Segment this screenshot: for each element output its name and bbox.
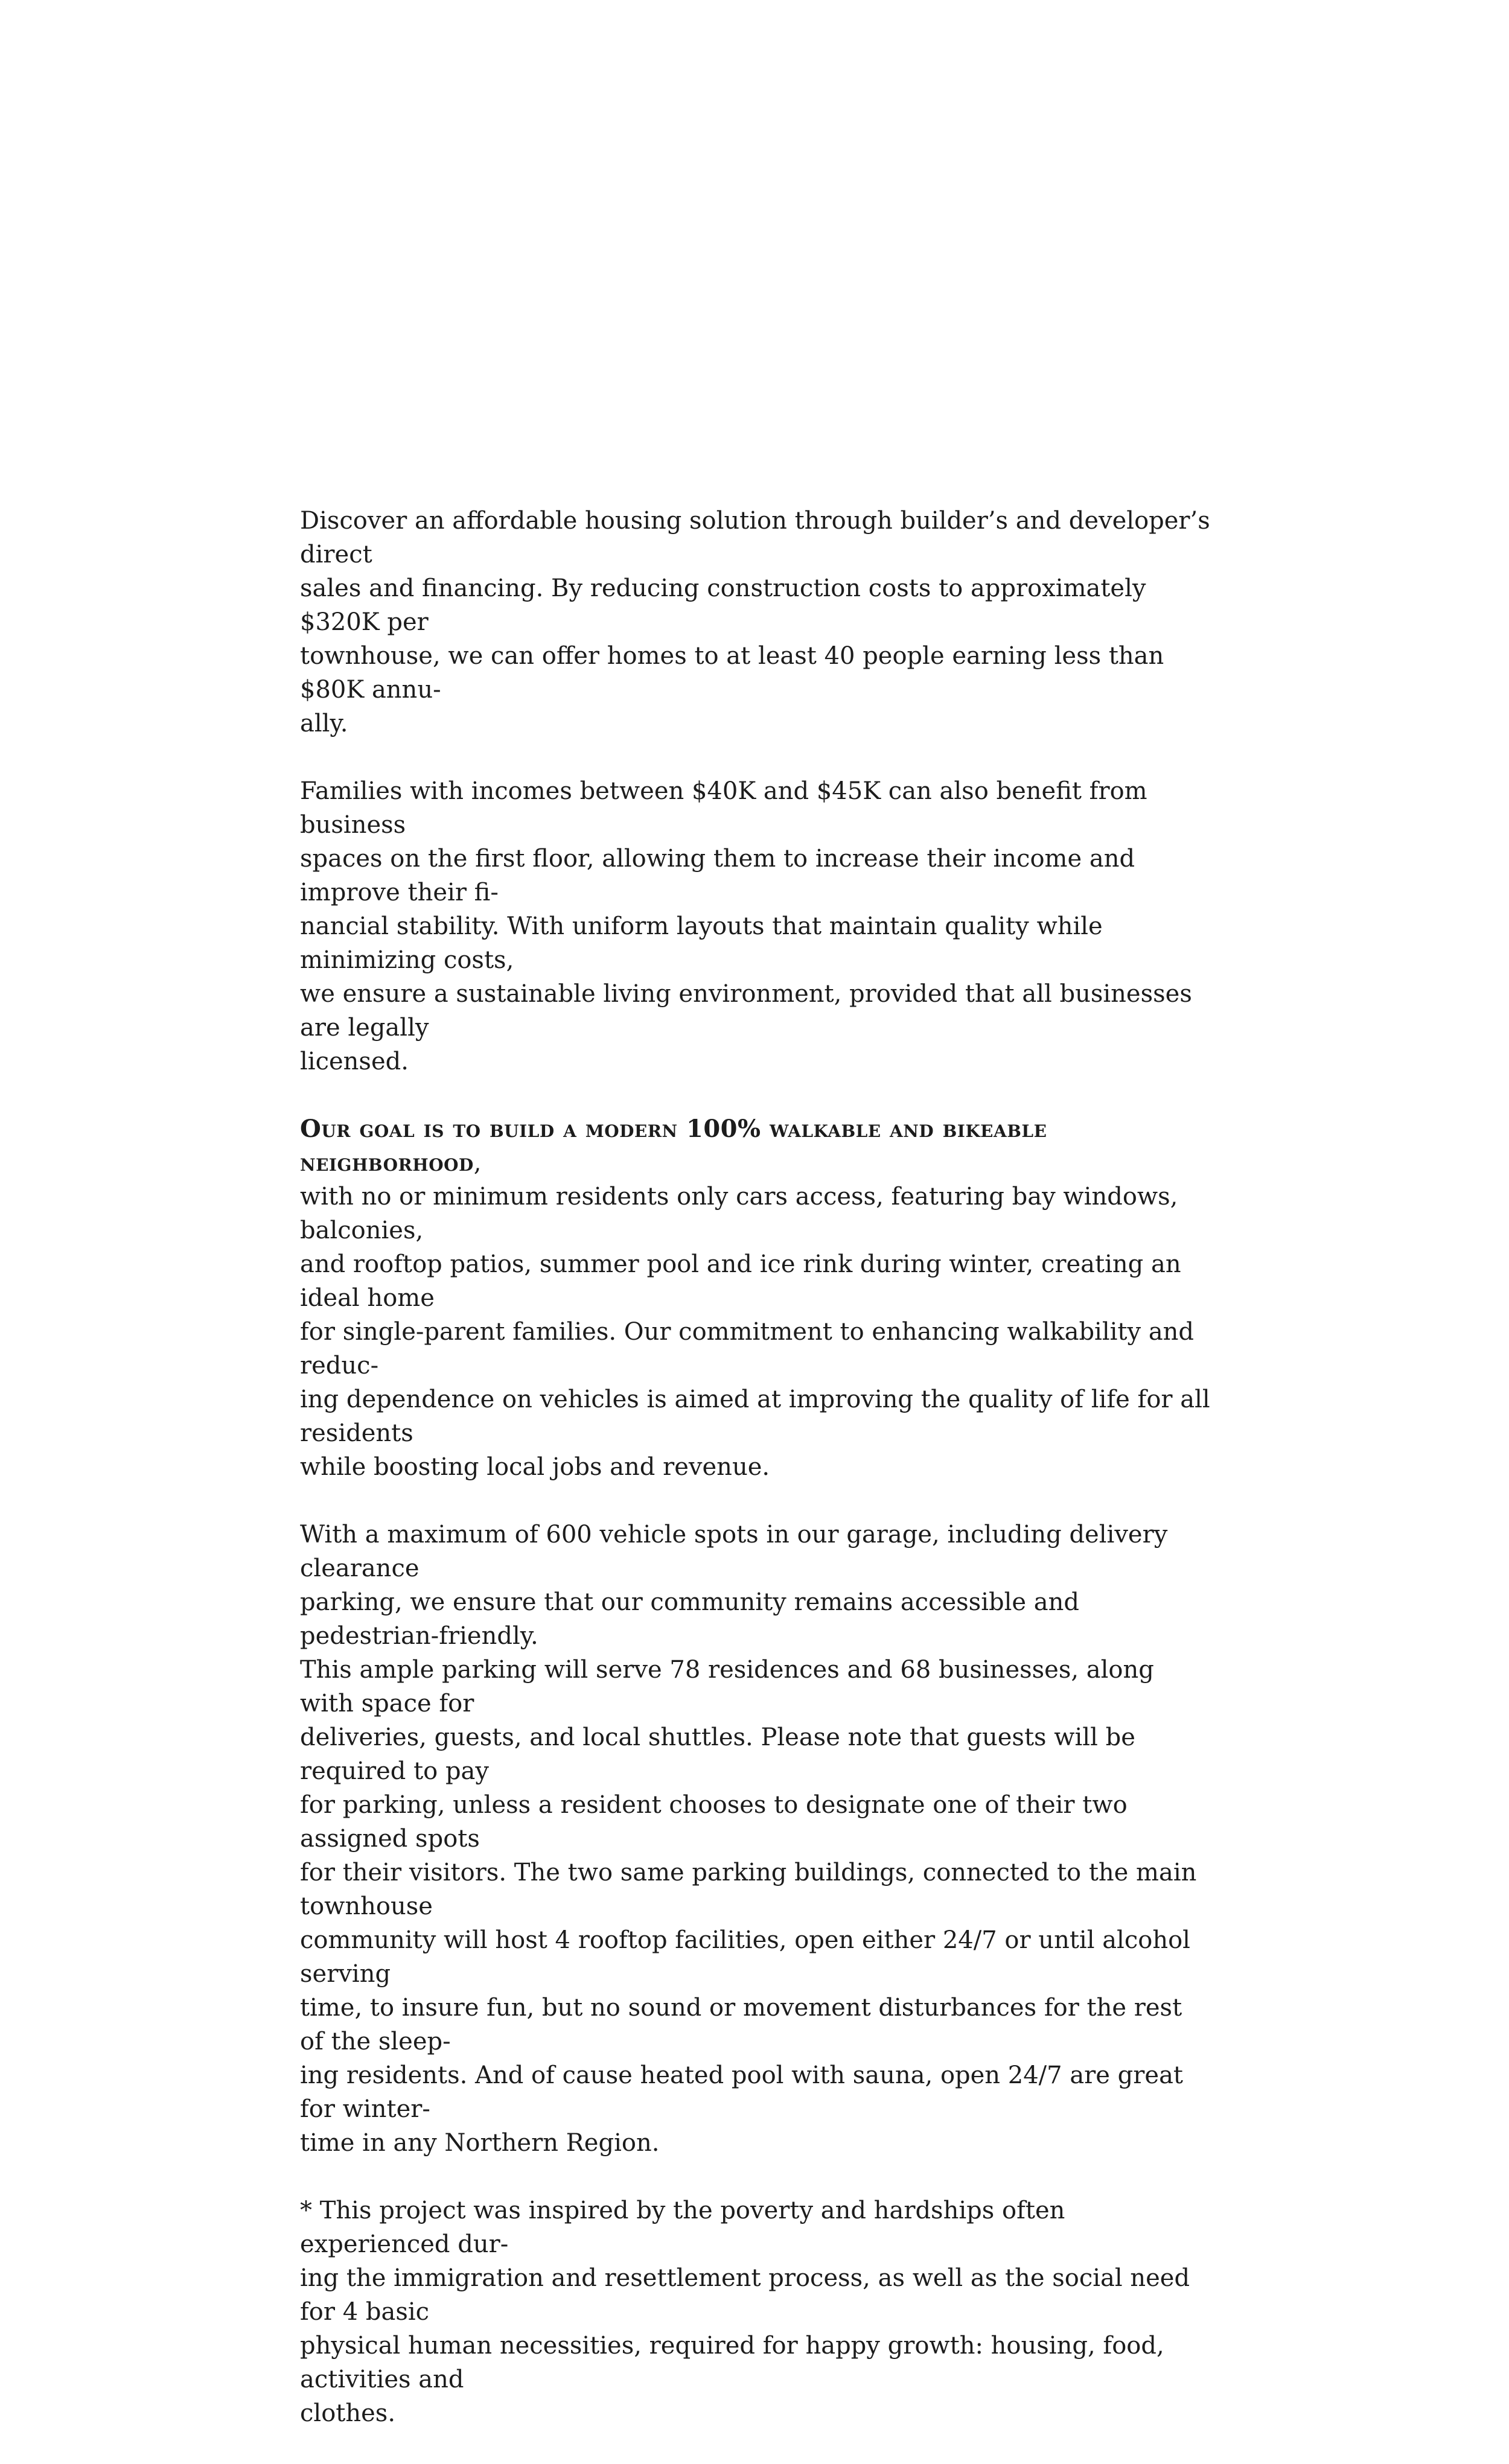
intro-paragraph: Discover an affordable housing solution through builder’s and developer’s direct sales and financing. By reducing construction costs to approximately $320K per townhouse, we can offer homes to at least 40 people earning less than $80K annu- ally. [300, 507, 1210, 737]
footnote-paragraph: * This project was inspired by the poverty and hardships often experienced dur- ing the immigration and resettlement process, as well as the social need for 4 basic physical human necessities, required for happy growth: housing, food, activities and clothes. [300, 2197, 1190, 2427]
parking-paragraph: With a maximum of 600 vehicle spots in our garage, including delivery clearance parking, we ensure that our community remains accessible and pedestrian-friendly. This ample parking will serve 78 residences and 68 businesses, along with space for deliveries, guests, and local shuttles. Please note that guests will be required to pay for parking, unless a resident chooses to designate one of their two assigned spots for their visitors. The two same parking buildings, connected to the main townhouse community will host 4 rooftop facilities, open either 24/7 or until alcohol serving time, to insure fun, but no sound or movement disturbances for the rest of the sleep- ing residents. And of cause heated pool with sauna, open 24/7 are great for winter- time in any Northern Region. [300, 1521, 1197, 2157]
body-text [300, 504, 1210, 2464]
goal-lead-in: Our goal is to build a modern 100% walkable and bikeable neighborhood [300, 1115, 1047, 1177]
income-paragraph: Families with incomes between $40K and $45K can also benefit from business spaces on the first floor, allowing them to increase their income and improve their fi- nancial stability. With uniform layouts that maintain quality while minimizing costs, we ensure a sustainable living environment, provided that all businesses are legally licensed. [300, 777, 1192, 1075]
goal-paragraph [300, 1112, 1210, 1484]
goal-body: , with no or minimum residents only cars access, featuring bay windows, balconies, and rooftop patios, summer pool and ice rink during winter, creating an ideal home for single-parent families. Our commitment to enhancing walkability and reduc- ing dependence on vehicles is aimed at improving the quality of life for all residents while boosting local jobs and revenue. [300, 1149, 1210, 1481]
